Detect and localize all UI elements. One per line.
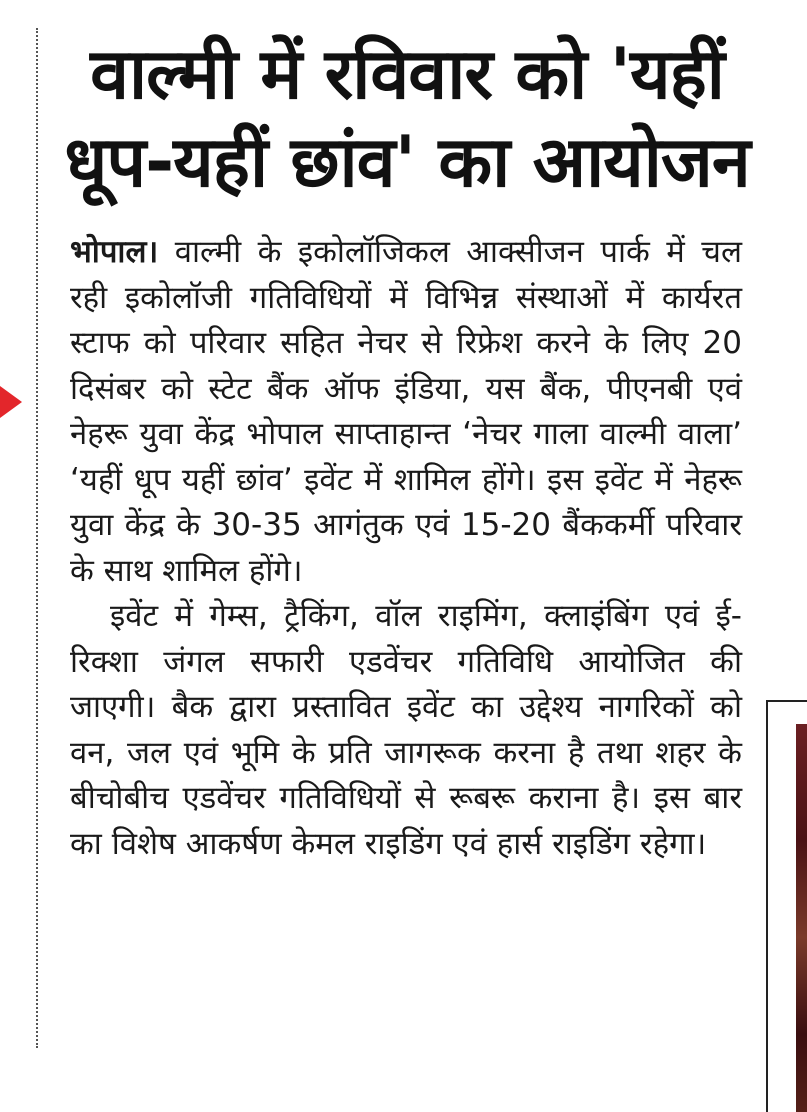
headline-line-2: धूप-यहीं छांव' का आयोजन xyxy=(64,121,750,203)
column-divider xyxy=(36,28,38,1048)
dateline: भोपाल। xyxy=(70,234,159,270)
article-paragraph-2: इवेंट में गेम्स, ट्रैकिंग, वॉल राइमिंग, क्लाइंबिंग एवं ई-रिक्शा जंगल सफारी एडवेंचर गतिविधि आयोजित की जाएगी। बैक द्वारा प्रस्तावित इवेंट का उद्देश्य नागरिकों को वन, जल एवं भूमि के प्रति जागरूक करना है तथा शहर के बीचोबीच एडवेंचर गतिविधियों से रूबरू कराना है। इस बार का विशेष आकर्षण केमल राइडिंग एवं हार्स राइडिंग रहेगा। xyxy=(70,598,742,862)
article-paragraph-1 xyxy=(70,230,742,594)
article-body xyxy=(70,230,742,867)
paragraph-1-text: वाल्मी के इकोलॉजिकल आक्सीजन पार्क में चल रही इकोलॉजी गतिविधियों में विभिन्न संस्थाओं में कार्यरत स्टाफ को परिवार सहित नेचर से रिफ्रेश करने के लिए 20 दिसंबर को स्टेट बैंक ऑफ इंडिया, यस बैंक, पीएनबी एवं नेहरू युवा केंद्र भोपाल साप्ताहान्त ‘नेचर गाला वाल्मी वाला’ ‘यहीं धूप यहीं छांव’ इवेंट में शामिल होंगे। इस इवेंट में नेहरू युवा केंद्र के 30-35 आगंतुक एवं 15-20 बैंककर्मी परिवार के साथ शामिल होंगे। xyxy=(70,234,742,589)
adjacent-photo xyxy=(796,724,807,1112)
headline-line-1: वाल्मी में रविवार को 'यहीं xyxy=(90,33,724,115)
adjacent-photo-frame xyxy=(766,700,807,1112)
red-triangle-marker-icon xyxy=(0,386,22,418)
headline xyxy=(52,30,762,206)
